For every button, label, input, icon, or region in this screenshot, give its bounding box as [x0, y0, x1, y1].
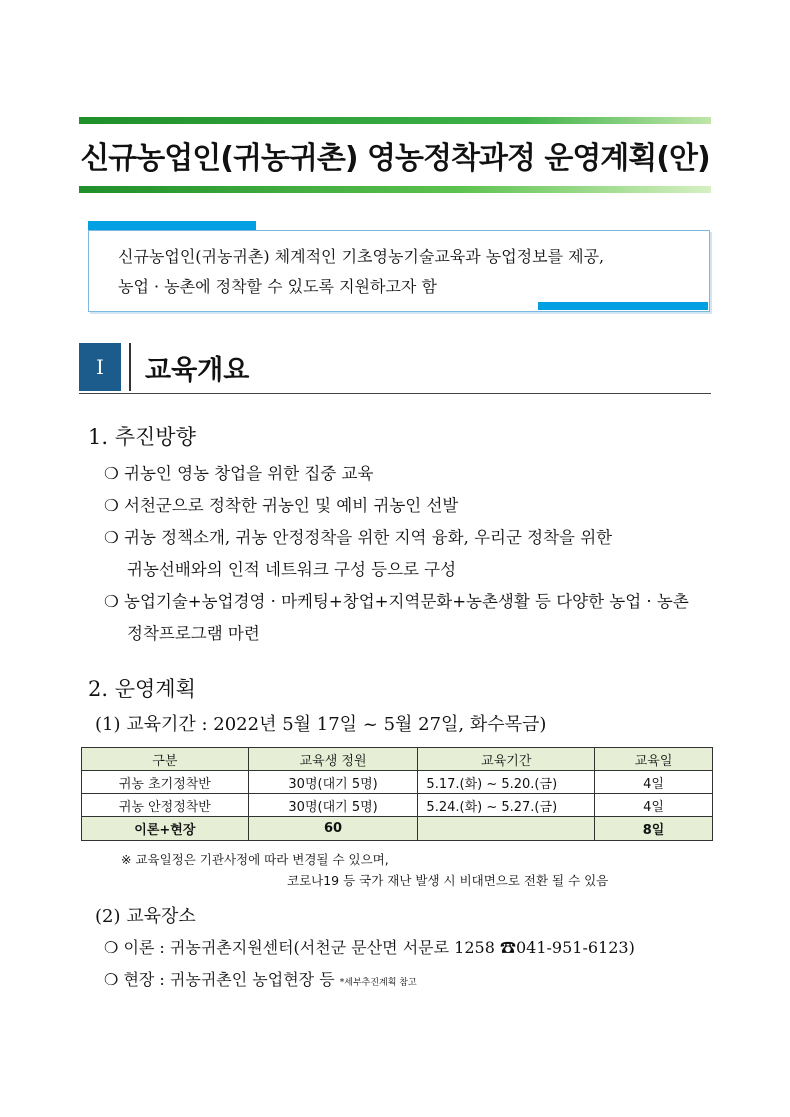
direction-item-2 [104, 492, 458, 516]
direction-item-text: 귀농 정책소개, 귀농 안정정착을 위한 지역 융화, 우리군 정착을 위한 [124, 528, 613, 547]
table-cell: 4일 [595, 771, 713, 794]
table-total-row [82, 817, 713, 841]
place-field-note: *세부추진계획 참고 [339, 978, 417, 988]
direction-item-4 [104, 588, 689, 612]
section-title: 교육개요 [145, 354, 250, 386]
place-heading: (2) 교육장소 [95, 906, 196, 927]
direction-heading: 1. 추진방향 [88, 425, 196, 449]
direction-item-1 [104, 460, 373, 484]
direction-item-text: 서천군으로 정착한 귀농인 및 예비 귀농인 선발 [124, 496, 459, 515]
schedule-note-2: 코로나19 등 국가 재난 발생 시 비대면으로 전환 될 수 있음 [287, 873, 609, 888]
table-header-row [82, 748, 713, 771]
summary-box [88, 230, 710, 312]
place-field [104, 967, 417, 990]
schedule-table [81, 747, 713, 841]
direction-item-3-cont: 귀농선배와의 인적 네트워크 구성 등으로 구성 [127, 560, 457, 579]
summary-accent-right [538, 302, 708, 310]
table-cell: 60 [248, 817, 418, 841]
table-cell: 5.24.(화) ~ 5.27.(금) [418, 794, 595, 817]
title-bottom-bar [79, 186, 711, 193]
summary-line-1: 신규농업인(귀농귀촌) 체계적인 기초영농기술교육과 농업정보를 제공, [118, 247, 605, 266]
table-cell: 8일 [595, 817, 713, 841]
direction-item-3 [104, 524, 612, 548]
table-cell: 귀농 안정정착반 [82, 794, 249, 817]
direction-item-4-cont: 정착프로그램 마련 [127, 624, 260, 643]
place-theory [104, 935, 635, 958]
table-cell: 이론+현장 [82, 817, 249, 841]
direction-item-text: 농업기술+농업경영 · 마케팅+창업+지역문화+농촌생활 등 다양한 농업 · 농촌 [124, 592, 689, 611]
section-number: Ⅰ [79, 343, 121, 391]
table-cell [418, 817, 595, 841]
table-cell: 30명(대기 5명) [248, 771, 418, 794]
table-header: 구분 [82, 748, 249, 771]
plan-heading: 2. 운영계획 [88, 677, 196, 701]
section-underline [79, 393, 711, 394]
table-cell: 귀농 초기정착반 [82, 771, 249, 794]
table-row [82, 794, 713, 817]
direction-item-text: 귀농인 영농 창업을 위한 집중 교육 [124, 464, 374, 483]
table-row [82, 771, 713, 794]
table-cell: 4일 [595, 794, 713, 817]
page-title: 신규농업인(귀농귀촌) 영농정착과정 운영계획(안) [80, 141, 710, 176]
table-header: 교육기간 [418, 748, 595, 771]
table-header: 교육생 정원 [248, 748, 418, 771]
summary-line-2: 농업 · 농촌에 정착할 수 있도록 지원하고자 함 [118, 277, 437, 296]
table-cell: 5.17.(화) ~ 5.20.(금) [418, 771, 595, 794]
bullet-symbol: ❍ [104, 528, 119, 547]
bullet-symbol: ❍ [104, 970, 119, 989]
bullet-symbol: ❍ [104, 496, 119, 515]
place-field-text: 현장 : 귀농귀촌인 농업현장 등 [123, 970, 335, 989]
bullet-symbol: ❍ [104, 464, 119, 483]
schedule-note-1: ※ 교육일정은 기관사정에 따라 변경될 수 있으며, [121, 852, 389, 867]
bullet-symbol: ❍ [104, 938, 119, 957]
table-cell: 30명(대기 5명) [248, 794, 418, 817]
title-top-bar [79, 117, 711, 124]
table-header: 교육일 [595, 748, 713, 771]
section-separator [129, 343, 131, 391]
period-heading: (1) 교육기간 : 2022년 5월 17일 ~ 5월 27일, 화수목금) [95, 714, 547, 735]
bullet-symbol: ❍ [104, 592, 119, 611]
summary-accent-left [88, 221, 256, 230]
place-theory-text: 이론 : 귀농귀촌지원센터(서천군 문산면 서문로 1258 ☎041-951-6123) [123, 938, 635, 957]
